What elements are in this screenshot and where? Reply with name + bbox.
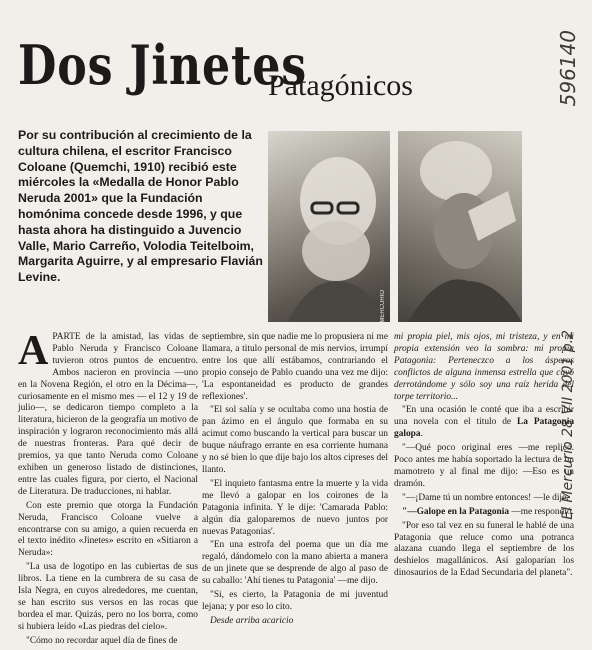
paragraph: "—¡Dame tú un nombre entonces! —le dije. [402,492,569,503]
paragraph: "En una ocasión le conté que iba a escribir una novela con el título de [394,405,574,428]
paragraph: "En una estrofa del poema que un día me regaló, dándomelo con la mano abierta a manera de un jinete que se desprende de algo al paso de su caballo: 'Ahí tienes tu Patagonia' —me dijo. [202,540,388,587]
handwritten-source-date: El Mercurio 28 VII 2001 p.2 [560,330,576,520]
article-column-1 [18,328,198,650]
novel-title-alt: "—Galope en la Patagonia [402,506,510,517]
photo-portrait-neruda [268,131,390,322]
paragraph: PARTE de la amistad, las vidas de Pablo Neruda y Francisco Coloane tuvieron otros puntos de encuentro. Ambos nacieron en provincia —uno en la Novena Región, el otro en la Décima—, curiosamente en el mismo mes — el 12 y 19 de julio—, se dedicaron tiempo completo a la literatura, hicieron de la geografía un motivo de inspiración y lograron reconocimiento más allá de nuestras fronteras. Para qué decir de premios, ya que tanto Neruda como Coloane exhiben un generoso listado de distinciones, entre las cuales figura, por cierto, el Nacional de Literatura. De traducciones, ni hablar. [18,332,198,497]
handwritten-archive-number: 596140 [556,30,580,107]
headline-subtitle: Patagónicos [268,69,413,102]
paragraph: "Por eso tal vez en su funeral le hablé de una Patagonia que reluce como una potranca alazana cuando llega el septiembre de los deshielos magallánicos. Así galoparían los dinosaurios de la Edad Secundaria del planeta". [394,520,574,579]
photo-portrait-coloane [398,131,522,322]
paragraph: "El sol salía y se ocultaba como una hostia de pan ázimo en el ángulo que formaba en su acimut como buscando la vertical para buscar un buque náufrago errante en esa corriente humana y no sé bien lo que dije bajo los altos cipreses del llanto. [202,405,388,475]
paragraph: septiembre, sin que nadie me lo propusiera ni me llamara, a titulo personal de mis nervios, irrumpí entre los que allí estábamos, contrariando el propio consejo de Pablo cuando una vez me dijo: 'La espontaneidad es producto de grandes reflexiones'. [202,332,388,402]
paragraph: "Si, es cierto, la Patagonia de mi juventud lejana; y por eso lo cito. [202,590,388,612]
photo-credit: EL MERCURIO [380,290,386,332]
paragraph: "—Qué poco original eres —me replicó. Poco antes me había soportado la lectura de un mamotreto y al final me dijo: —Eso es un dramón. [394,443,574,489]
novel-title: La Patagonia galopa [394,417,575,440]
paragraph: "Cómo no recordar aquel día de fines de [26,635,178,646]
article-column-2 [202,332,388,630]
headline: Dos Jinetes [18,33,307,97]
poem-line: Desde arriba acaricio [210,615,294,626]
paragraph: Con este premio que otorga la Fundación Neruda, Francisco Coloane vuelve a encontrarse con su amigo, a quien recuerda en el texto inédito «Jinetes» escrito en «Sitiaron a Neruda»: [18,500,198,559]
drop-cap: A [18,328,49,374]
paragraph: "El inquieto fantasma entre la muerte y la vida me llevó a galopar en los coirones de la Patagonia infinita. Y le dije: 'Camarada Pablo: algún día galoparemos de nuevo juntos por nuevas Patagonias'. [202,478,388,537]
article-column-3: mi propia piel, mis ojos, mi tristeza, y en mi propia extensión veo la sombra: mi propia Patagonia: Perteneczco a los ásperos conflictos de alguna inmensa estrella que cayó derrotándome y sólo soy una raíz herida del torpe territorio... "En una ocasión le conté que iba a escribir una novela con el título de La Patagonia galopa. "—Qué poco original eres —me replicó. Poco antes me había soportado la lectura de un mamotreto y al final me dijo: —Eso es un dramón. "—¡Dame tú un nombre entonces! —le dije. "—Galope en la Patagonia —me respondió. "Por eso tal vez en su funeral le hablé de una Patagonia que reluce como una potranca alazana cuando llega el septiembre de los deshielos magallánicos. Así galoparían los dinosaurios de la Edad Secundaria del planeta". [394,332,575,579]
paragraph: "La usa de logotipo en las cubiertas de sus libros. La tiene en la cumbrera de su casa de Isla Negra, en cuyos alrededores, me cuentan, se han escrito sus versos en las rocas que bordea el mar. Quizás, pero no los borra, como si hubiera leído «Las piedras del cielo». [18,562,198,632]
paragraph: —me respondió. [511,506,574,517]
lead-paragraph: Por su contribución al crecimiento de la cultura chilena, el escritor Francisco Coloane (Quemchi, 1910) recibió este miércoles la «Medalla de Honor Pablo Neruda 2001» que la Fundación homónima concede desde 1996, y que hasta ahora ha distinguido a Juvencio Valle, Mario Carreño, Volodia Teitelboim, Margarita Aguirre, y al empresario Flavián Levine. [18,128,263,285]
poem-excerpt: mi propia piel, mis ojos, mi tristeza, y en mi propia extensión veo la sombra: mi propia Patagonia: Perteneczco a los ásperos conflictos de alguna inmensa estrella que cayó derrotándome y sólo soy una raíz herida del torpe territorio... [394,332,574,402]
